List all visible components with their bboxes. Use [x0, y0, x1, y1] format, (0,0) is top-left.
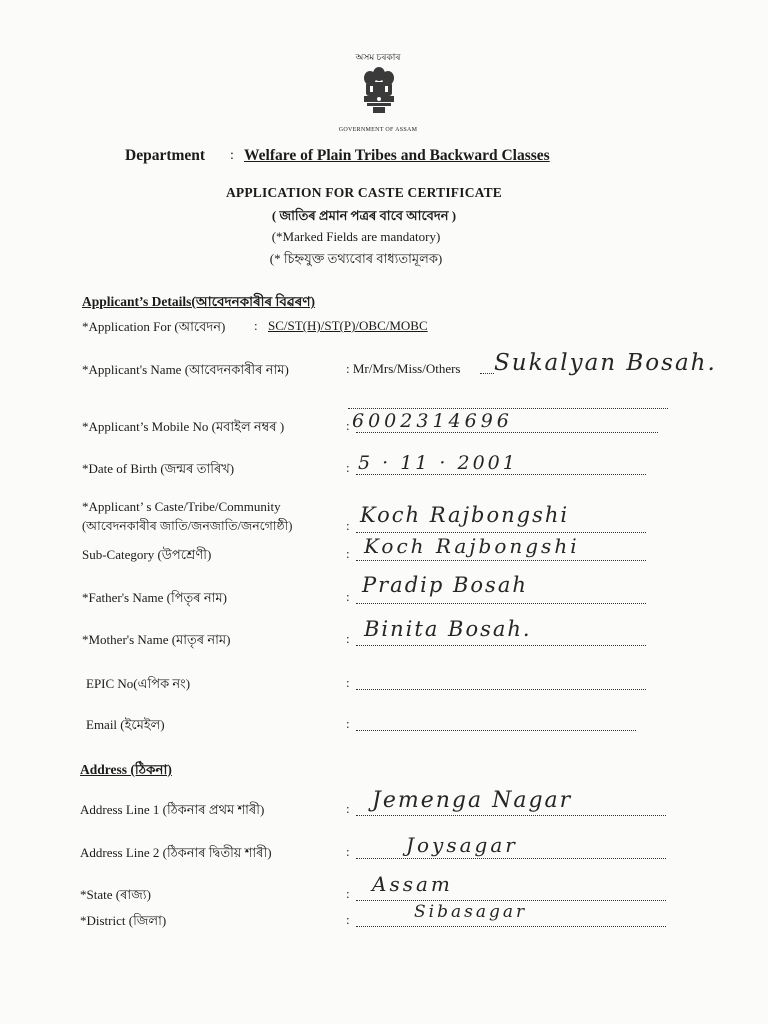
address-section-title: Address (ঠিকনা) [80, 762, 172, 777]
father-name-value[interactable]: Pradip Bosah [362, 573, 528, 597]
sub-category-value[interactable]: Koch Rajbongshi [364, 534, 580, 558]
state-emblem-icon [358, 64, 400, 120]
dob-value[interactable]: 5 · 11 · 2001 [358, 452, 518, 474]
mandatory-note-local: (* চিহ্নযুক্ত তথ্যবোৰ বাধ্যতামূলক) [269, 251, 443, 266]
department-label: Department [125, 147, 206, 164]
form-title: APPLICATION FOR CASTE CERTIFICATE [225, 185, 503, 200]
address-line1-dots [356, 815, 666, 816]
application-for-label: *Application For (আবেদন) [82, 319, 226, 334]
mobile-colon: : [346, 418, 350, 433]
applicant-section-title: Applicant’s Details(আবেদনকাৰীৰ বিৱৰণ) [82, 294, 316, 309]
epic-field[interactable] [356, 689, 646, 690]
application-for-value[interactable]: SC/ST(H)/ST(P)/OBC/MOBC [268, 318, 428, 333]
emblem-top-text: অসম চৰকাৰ [355, 52, 401, 62]
applicant-name-label: *Applicant's Name (আবেদনকাৰীৰ নাম) [82, 362, 289, 377]
mother-name-dots [356, 645, 646, 646]
email-colon: : [346, 716, 350, 731]
caste-colon: : [346, 518, 350, 533]
father-name-label: *Father's Name (পিতৃৰ নাম) [82, 590, 227, 605]
dob-colon: : [346, 460, 350, 475]
address-line1-colon: : [346, 801, 350, 816]
epic-label: EPIC No(এপিক নং) [86, 676, 191, 691]
address-line2-label: Address Line 2 (ঠিকনাৰ দ্বিতীয় শাৰী) [80, 845, 272, 860]
address-line1-value[interactable]: Jemenga Nagar [372, 788, 573, 813]
sub-category-label: Sub-Category (উপশ্ৰেণী) [82, 547, 212, 562]
address-line2-colon: : [346, 844, 350, 859]
district-value[interactable]: Sibasagar [414, 902, 528, 922]
state-label: *State (ৰাজ্য) [80, 887, 151, 902]
mother-name-label: *Mother's Name (মাতৃৰ নাম) [82, 632, 231, 647]
address-line2-dots [356, 858, 666, 859]
mobile-label: *Applicant’s Mobile No (মবাইল নম্বৰ ) [82, 419, 285, 434]
epic-colon: : [346, 675, 350, 690]
district-label: *District (জিলা) [80, 913, 167, 928]
father-name-dots [356, 603, 646, 604]
address-line2-value[interactable]: Joysagar [406, 833, 518, 857]
department-colon: : [230, 148, 234, 163]
caste-value[interactable]: Koch Rajbongshi [360, 503, 570, 527]
application-for-colon: : [254, 318, 258, 333]
mother-name-value[interactable]: Binita Bosah. [364, 617, 532, 641]
caste-label: *Applicant’ s Caste/Tribe/Community [82, 499, 281, 514]
applicant-name-line2 [348, 408, 668, 409]
caste-dots [356, 532, 646, 533]
sub-category-dots [356, 560, 646, 561]
mother-name-colon: : [346, 631, 350, 646]
father-name-colon: : [346, 589, 350, 604]
caste-label-local: (আবেদনকাৰীৰ জাতি/জনজাতি/জনগোষ্ঠী) [82, 519, 293, 533]
dob-label: *Date of Birth (জন্মৰ তাৰিখ) [82, 461, 235, 476]
applicant-name-value[interactable]: Sukalyan Bosah. [494, 350, 717, 376]
applicant-name-prefix: : Mr/Mrs/Miss/Others [346, 361, 461, 376]
email-label: Email (ইমেইল) [86, 717, 165, 732]
applicant-name-dots [480, 373, 494, 374]
district-colon: : [346, 912, 350, 927]
district-dots [356, 926, 666, 927]
state-colon: : [346, 886, 350, 901]
mobile-dots [356, 432, 658, 433]
dob-dots [356, 474, 646, 475]
email-field[interactable] [356, 730, 636, 731]
state-dots [356, 900, 666, 901]
department-name: Welfare of Plain Tribes and Backward Classes [244, 147, 550, 164]
mobile-value[interactable]: 6002314696 [352, 410, 513, 432]
form-title-local: ( জাতিৰ প্ৰমান পত্ৰৰ বাবে আবেদন ) [271, 208, 457, 223]
state-value[interactable]: Assam [372, 872, 453, 896]
address-line1-label: Address Line 1 (ঠিকনাৰ প্ৰথম শাৰী) [80, 802, 265, 817]
sub-category-colon: : [346, 546, 350, 561]
emblem-bottom-text: GOVERNMENT OF ASSAM [338, 127, 418, 133]
mandatory-note: (*Marked Fields are mandatory) [271, 229, 441, 244]
